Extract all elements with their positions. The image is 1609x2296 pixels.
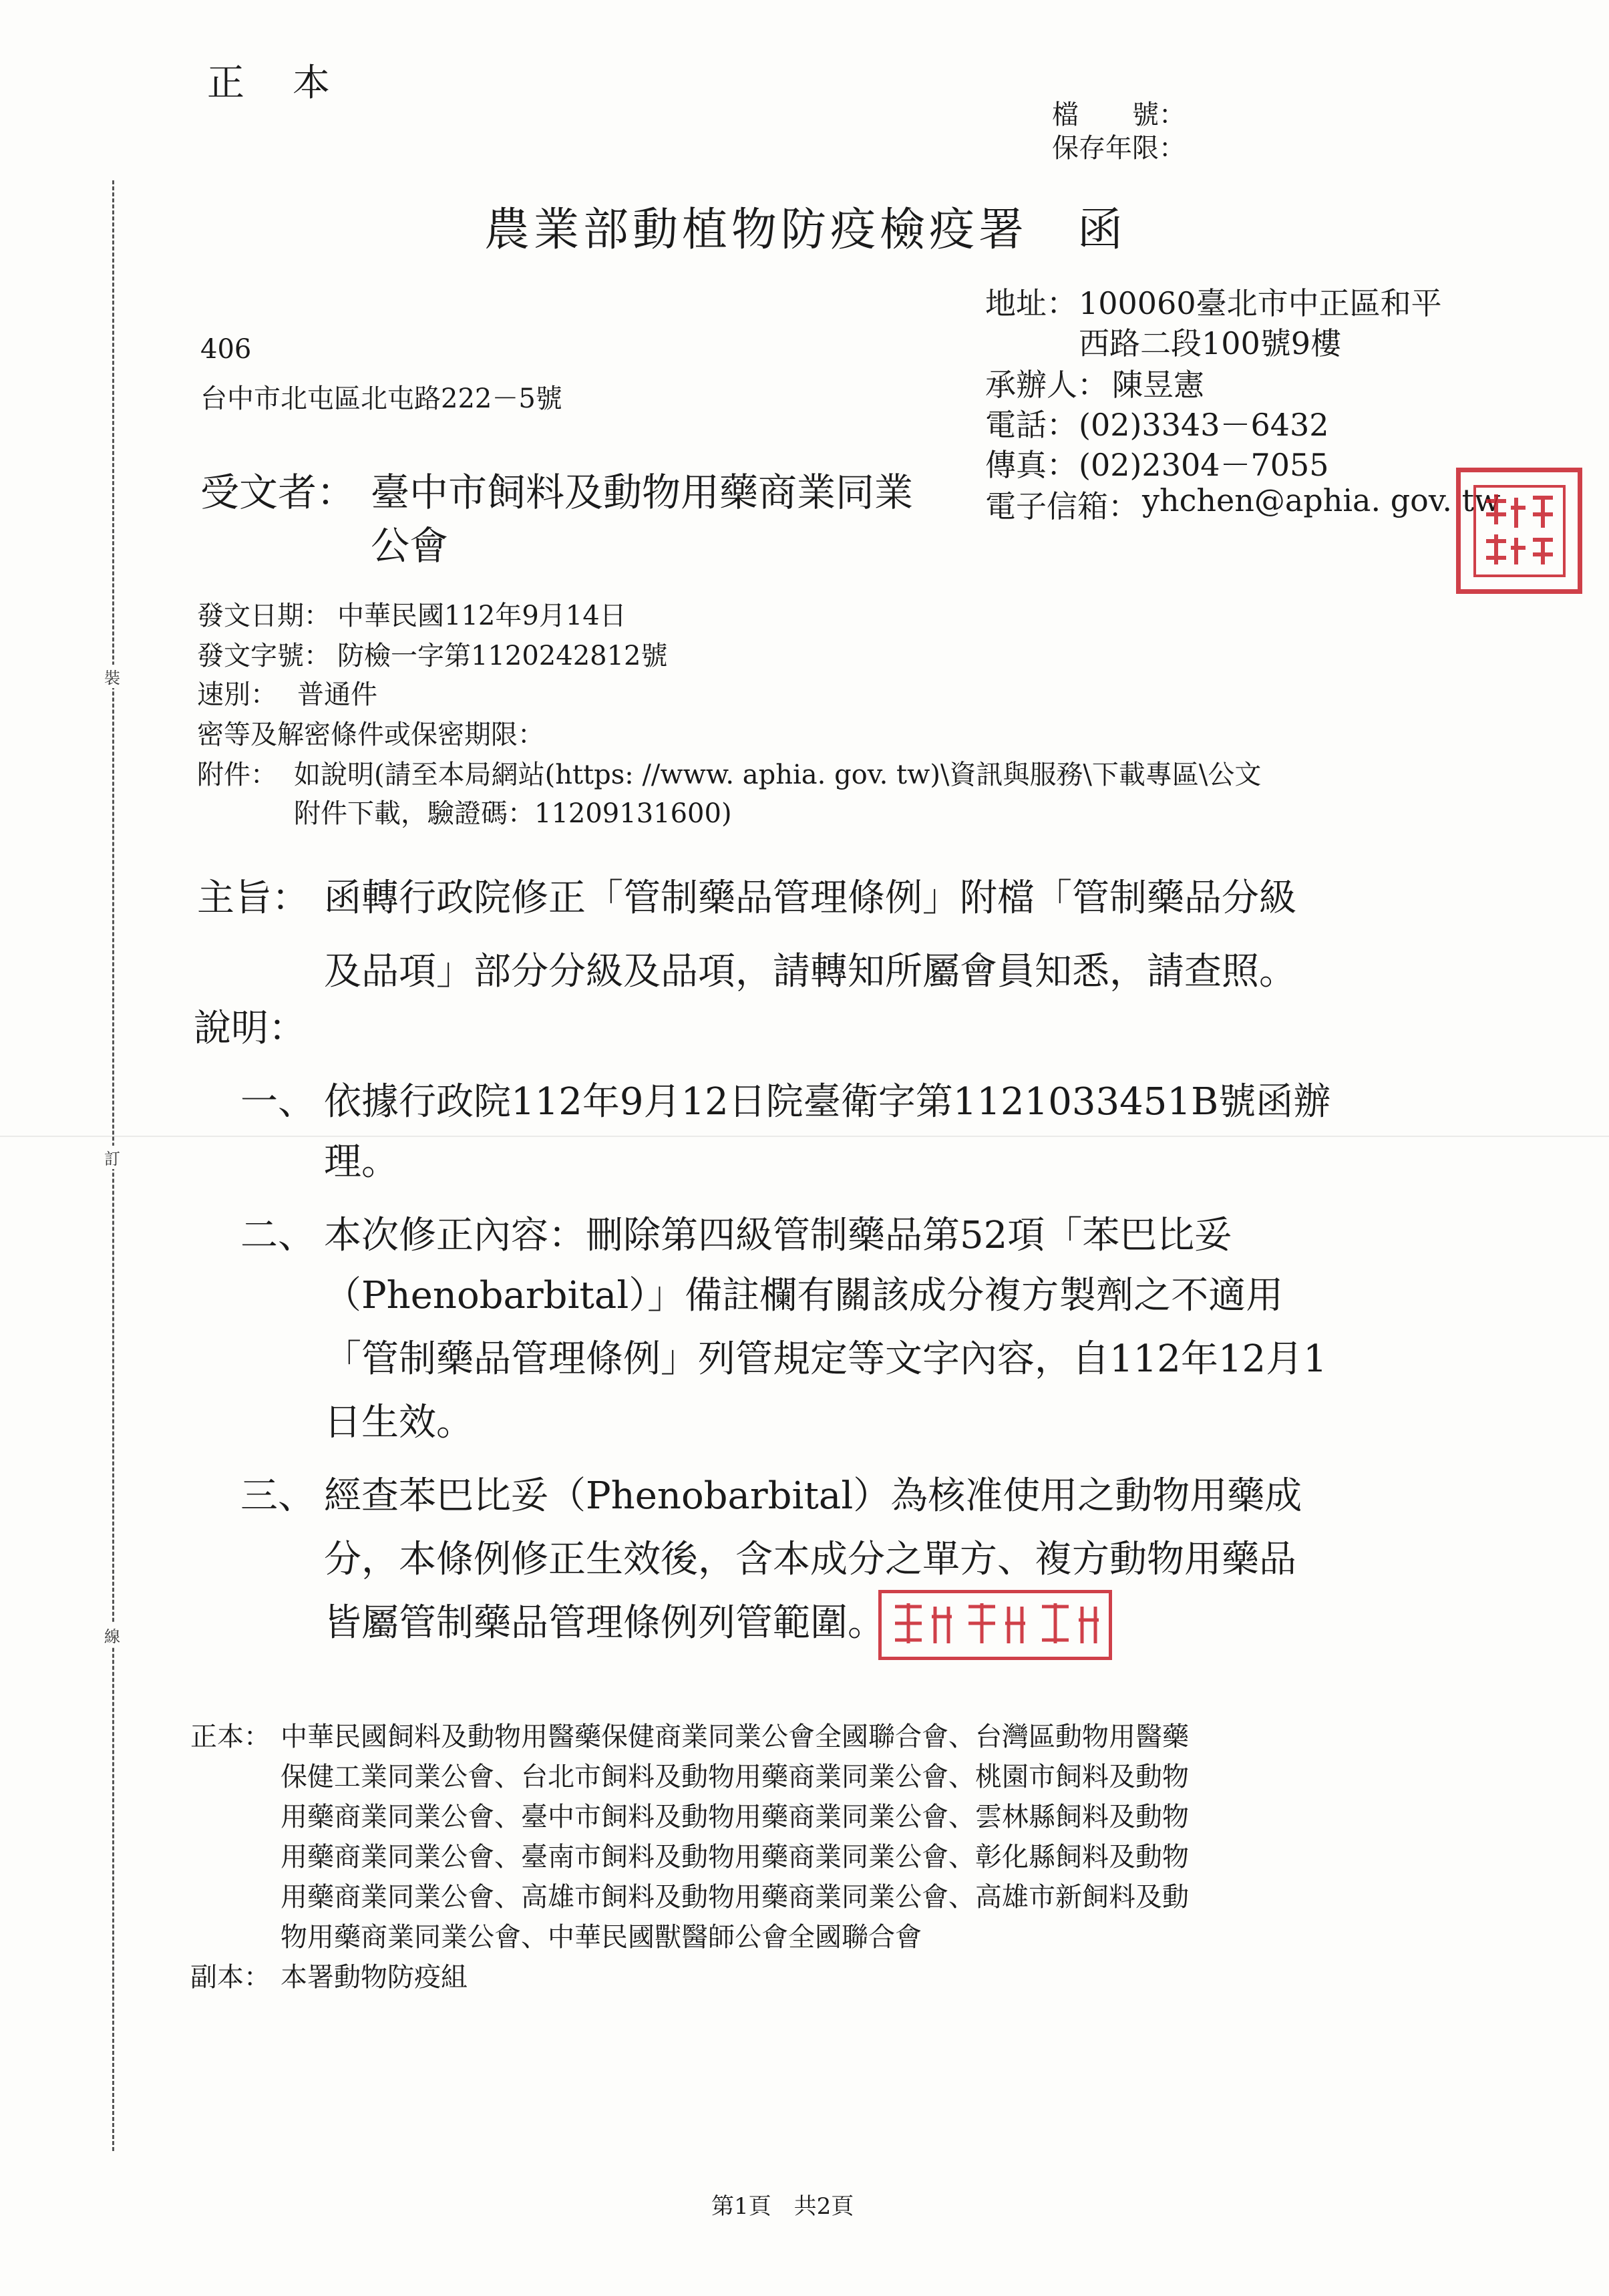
item-2-number: 二、: [240, 1214, 315, 1257]
binding-mark-xian: 線: [100, 1623, 124, 1647]
official-seal-stamp: [1456, 468, 1582, 594]
copy-recipients-value: 本署動物防疫組: [281, 1962, 468, 1993]
primary-recipients-line2: 保健工業同業公會、台北市飼料及動物用藥商業同業公會、桃園市飼料及動物: [281, 1762, 1189, 1792]
sender-address-label: 地址：: [985, 285, 1077, 321]
item-3-line1: 經查苯巴比妥（Phenobarbital）為核准使用之動物用藥成: [324, 1474, 1302, 1518]
subject-line2: 及品項」部分分級及品項，請轉知所屬會員知悉，請查照。: [324, 950, 1296, 993]
primary-recipients-label: 正本：: [190, 1721, 271, 1752]
primary-recipients-line5: 用藥商業同業公會、高雄市飼料及動物用藥商業同業公會、高雄市新飼料及動: [281, 1882, 1189, 1913]
sender-address-line2: 西路二段100號9樓: [1079, 325, 1342, 361]
document-title: 農業部動植物防疫檢疫署 函: [484, 204, 1127, 257]
item-1-line2: 理。: [324, 1140, 399, 1184]
phone-label: 電話：: [985, 407, 1077, 443]
binding-mark-ding: 訂: [100, 1146, 124, 1169]
speed-value: 普通件: [297, 679, 377, 710]
item-2-line2: （Phenobarbital）」備註欄有關該成分複方製劑之不適用: [324, 1274, 1284, 1317]
doc-number-label: 發文字號：: [197, 641, 331, 671]
primary-recipients-line3: 用藥商業同業公會、臺中市飼料及動物用藥商業同業公會、雲林縣飼料及動物: [281, 1802, 1189, 1832]
item-2-line3: 「管制藥品管理條例」列管規定等文字內容，自112年12月1: [324, 1337, 1327, 1381]
retention-label: 保存年限：: [1052, 133, 1186, 164]
doc-number-value: 防檢一字第1120242812號: [337, 641, 668, 671]
explanation-label: 說明：: [194, 1007, 306, 1050]
speed-label: 速別：: [197, 679, 277, 710]
paper-fold: [0, 1136, 1609, 1137]
item-1-line1: 依據行政院112年9月12日院臺衛字第1121033451B號函辦: [324, 1080, 1331, 1124]
item-2-line1: 本次修正內容：刪除第四級管制藥品第52項「苯巴比妥: [324, 1214, 1232, 1257]
phone-value: (02)3343－6432: [1079, 407, 1329, 443]
attachment-label: 附件：: [197, 760, 277, 790]
subject-label: 主旨：: [197, 876, 309, 920]
seal-icon: [885, 1597, 1105, 1653]
secrecy-label: 密等及解密條件或保密期限：: [197, 719, 544, 750]
primary-recipients-line4: 用藥商業同業公會、臺南市飼料及動物用藥商業同業公會、彰化縣飼料及動物: [281, 1842, 1189, 1872]
date-value: 中華民國112年9月14日: [337, 601, 627, 631]
recipient-postal-code: 406: [200, 334, 252, 365]
binding-mark-zhuang: 裝: [100, 665, 124, 688]
copy-recipients-label: 副本：: [190, 1962, 271, 1993]
item-2-line4: 日生效。: [324, 1401, 474, 1444]
fax-label: 傳真：: [985, 447, 1077, 483]
copy-mark: 正 本: [207, 61, 335, 105]
item-1-number: 一、: [240, 1080, 315, 1124]
file-number-label: 檔 號：: [1052, 100, 1186, 130]
fax-value: (02)2304－7055: [1079, 447, 1329, 483]
primary-recipients-line1: 中華民國飼料及動物用醫藥保健商業同業公會全國聯合會、台灣區動物用醫藥: [281, 1721, 1189, 1752]
item-3-line3: 皆屬管制藥品管理條例列管範圍。: [324, 1601, 885, 1645]
recipient-name-line1: 臺中市飼料及動物用藥商業同業: [371, 470, 914, 515]
recipient-address: 台中市北屯區北屯路222－5號: [200, 383, 562, 414]
attachment-line1: 如說明(請至本局網站(https: //www. aphia. gov. tw)\資訊與服務\下載專區\公文: [294, 760, 1262, 790]
subject-line1: 函轉行政院修正「管制藥品管理條例」附檔「管制藥品分級: [324, 876, 1296, 920]
item-3-number: 三、: [240, 1474, 315, 1518]
sender-address-line1: 100060臺北市中正區和平: [1079, 285, 1442, 321]
email-label: 電子信箱：: [985, 488, 1139, 524]
primary-recipients-line6: 物用藥商業同業公會、中華民國獸醫師公會全國聯合會: [281, 1922, 922, 1953]
small-seal-stamp: [878, 1590, 1112, 1660]
seal-icon: [1469, 481, 1570, 581]
attachment-line2: 附件下載，驗證碼：11209131600): [294, 798, 732, 829]
recipient-label: 受文者：: [200, 470, 356, 515]
date-label: 發文日期：: [197, 601, 331, 631]
item-3-line2: 分，本條例修正生效後，含本成分之單方、複方動物用藥品: [324, 1538, 1296, 1581]
email-value: yhchen@aphia. gov. tw: [1142, 482, 1501, 518]
page-footer: 第1頁 共2頁: [711, 2193, 854, 2220]
contact-label: 承辦人：: [985, 367, 1108, 403]
recipient-name-line2: 公會: [371, 523, 449, 568]
contact-name: 陳昱憲: [1112, 367, 1204, 403]
